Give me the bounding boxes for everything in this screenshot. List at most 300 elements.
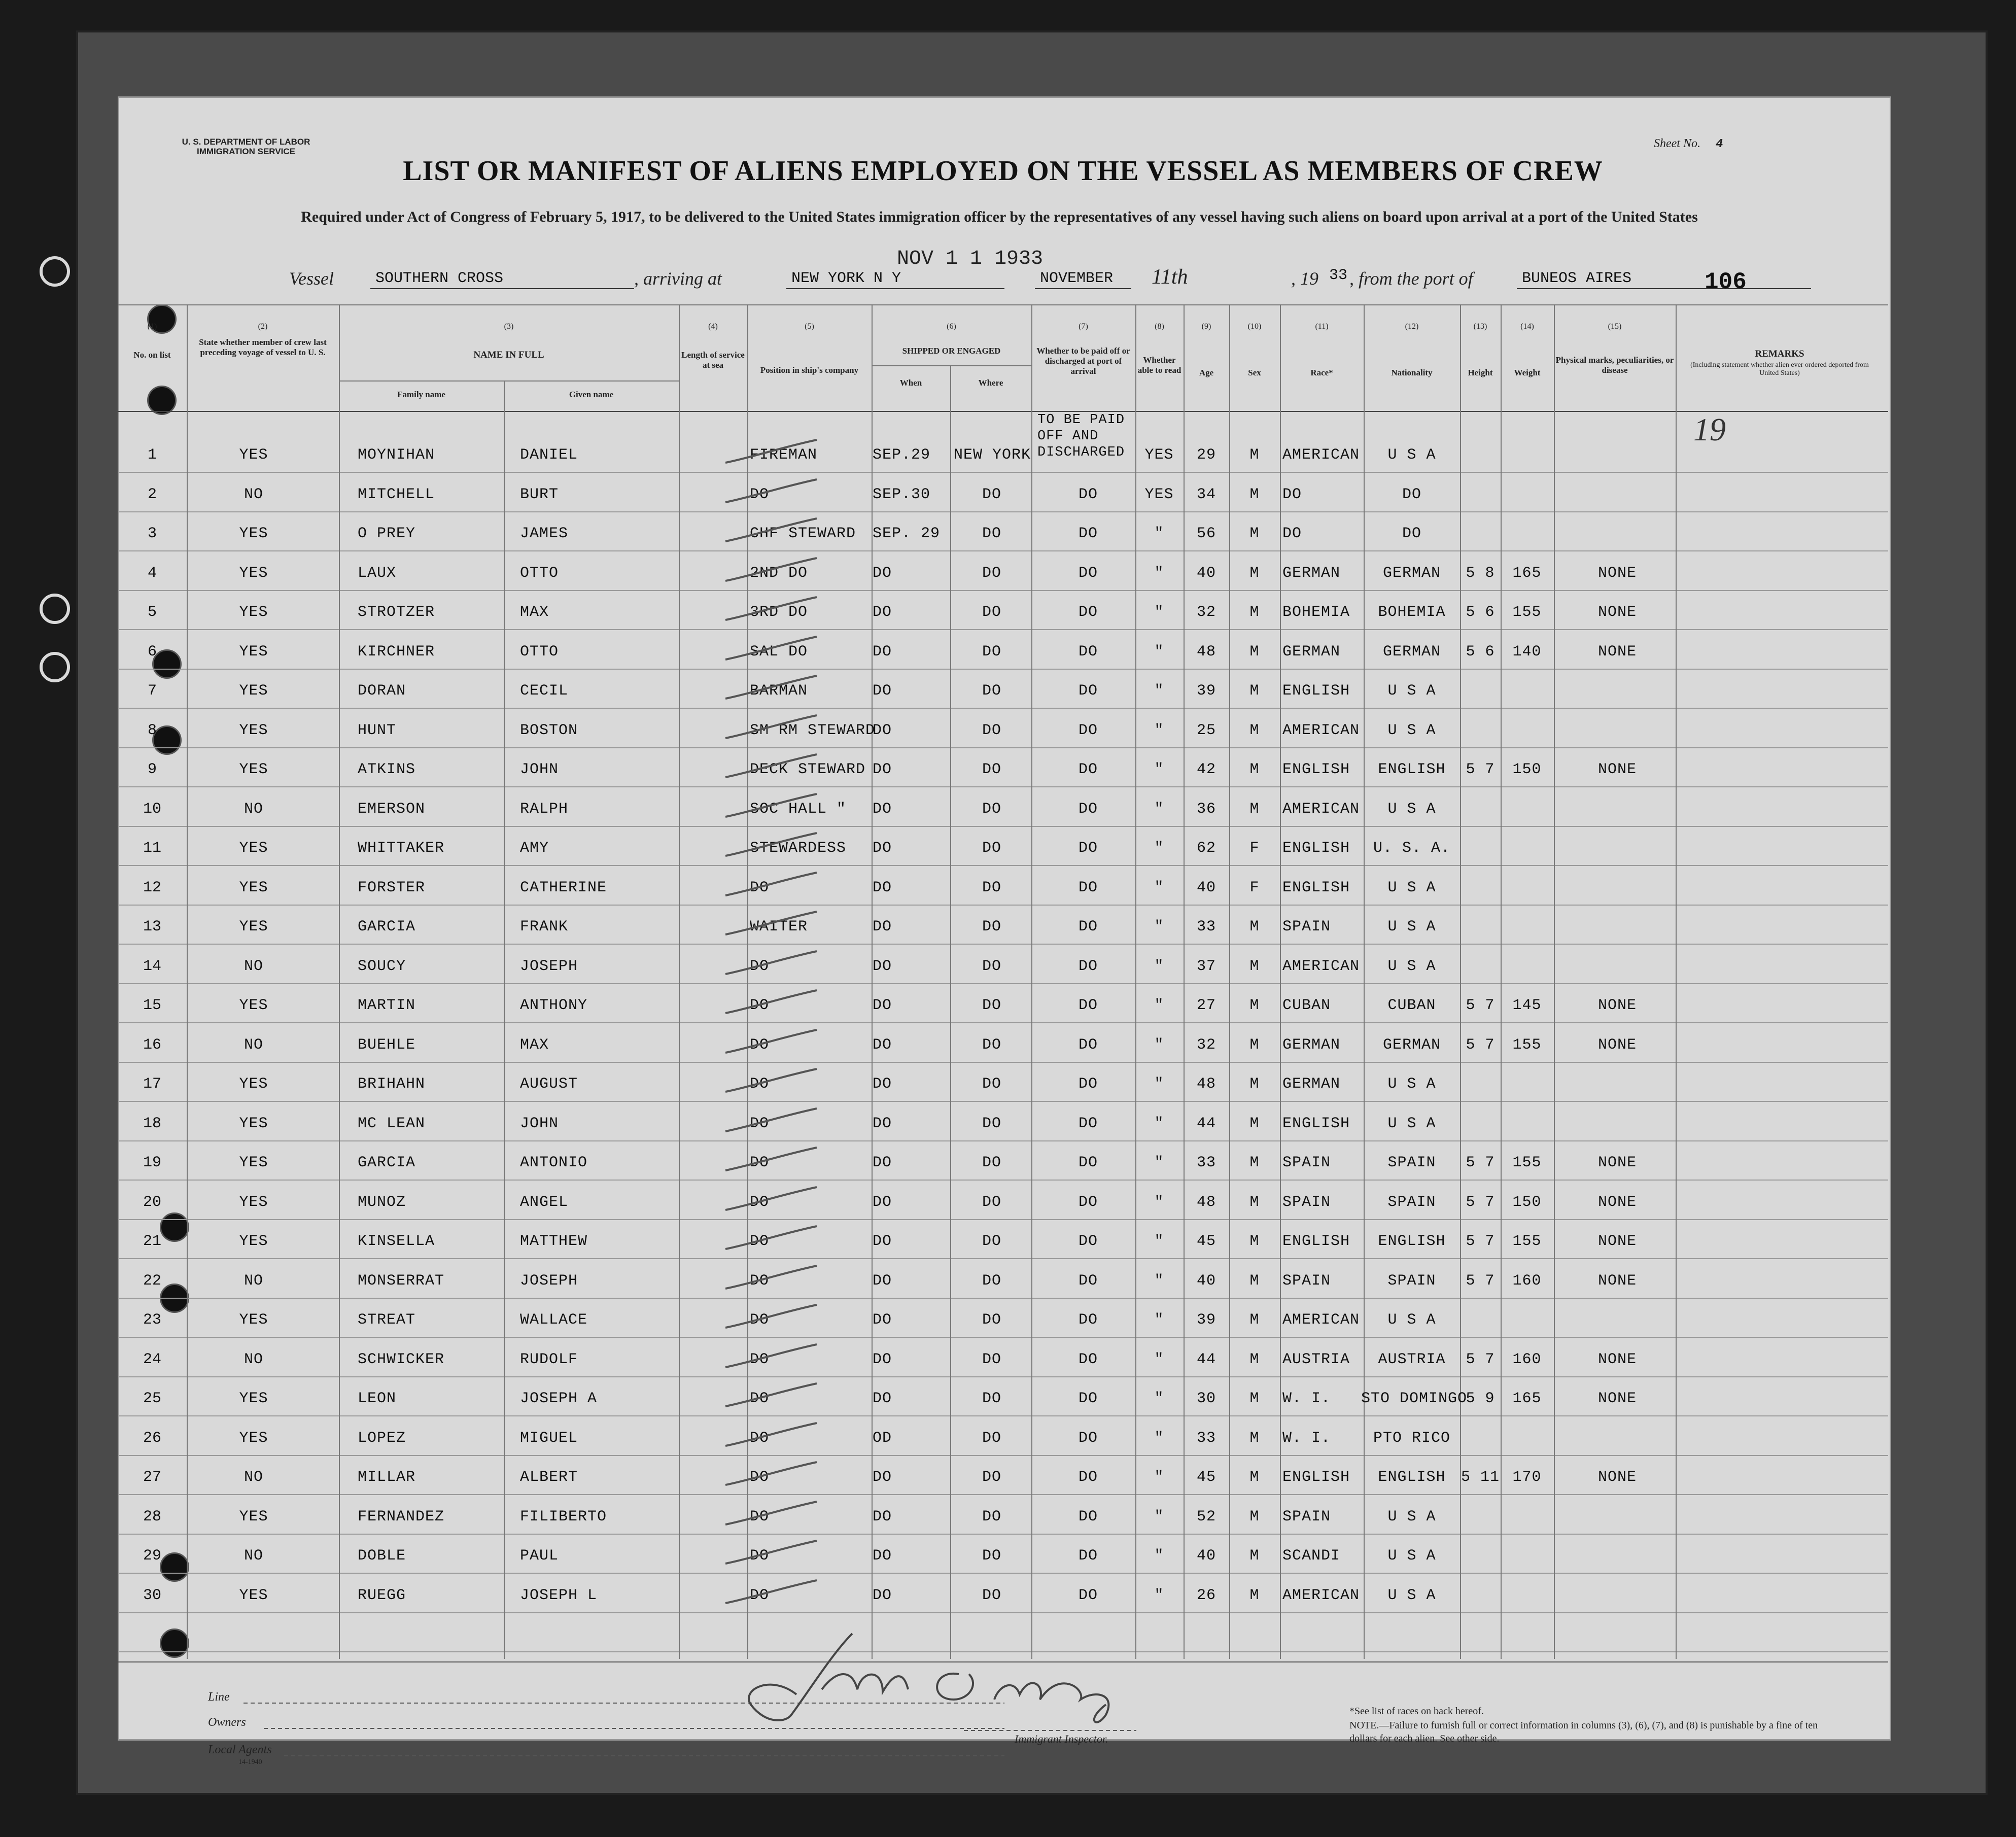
paid-off-cell: DO [1078, 958, 1098, 975]
paid-off-cell: DO [1078, 1311, 1098, 1329]
age-cell: 48 [1196, 1194, 1216, 1211]
header-bottom-rule [118, 411, 1888, 412]
age-cell: 48 [1196, 643, 1216, 661]
col-divider [1501, 304, 1502, 1659]
row-rule [118, 590, 1888, 591]
prev-voyage-cell: YES [239, 604, 268, 621]
able-to-read-cell: " [1154, 525, 1164, 542]
age-cell: 44 [1196, 1115, 1216, 1132]
nationality-cell: GERMAN [1382, 643, 1441, 661]
weight-cell: 165 [1512, 1390, 1542, 1407]
row-number-cell: 11 [143, 840, 161, 857]
able-to-read-cell: " [1154, 682, 1164, 700]
page-title: LIST OR MANIFEST OF ALIENS EMPLOYED ON THE VESSEL AS MEMBERS OF CREW [403, 155, 1603, 187]
family-name-cell: GARCIA [358, 918, 416, 935]
position-cell: DO [750, 1351, 770, 1368]
row-rule [118, 1337, 1888, 1338]
race-cell: SCANDI [1282, 1547, 1341, 1565]
able-to-read-cell: " [1154, 1547, 1164, 1565]
position-cell: DO [750, 997, 770, 1014]
physical-marks-cell: NONE [1598, 761, 1637, 778]
pencil-check-mark [720, 988, 822, 1018]
shipped-where-cell: DO [982, 1351, 1001, 1368]
prev-voyage-cell: YES [239, 525, 268, 542]
pencil-check-mark [720, 1224, 822, 1254]
prev-voyage-cell: YES [239, 997, 268, 1014]
nationality-cell: STO DOMINGO [1361, 1390, 1468, 1407]
shipped-when-cell: DO [873, 604, 892, 621]
prev-voyage-cell: NO [244, 1272, 263, 1290]
given-name-cell: JOSEPH L [520, 1587, 598, 1604]
form-subtitle: Required under Act of Congress of February 5, 1917, to be delivered to the United States immigration officer by the representatives of any vessel having such aliens on board upon arrival at a port of the United States [301, 209, 1698, 225]
form-number: 14-1940 [238, 1758, 262, 1766]
age-cell: 40 [1196, 565, 1216, 582]
punch-hole [160, 1628, 189, 1658]
able-to-read-cell: " [1154, 722, 1164, 739]
pencil-check-mark [720, 1106, 822, 1136]
shipped-where-cell: DO [982, 1547, 1001, 1565]
age-cell: 32 [1196, 604, 1216, 621]
vessel-name: SOUTHERN CROSS [375, 270, 504, 287]
row-number-cell: 7 [147, 682, 157, 700]
height-cell: 5 7 [1466, 761, 1495, 778]
able-to-read-cell: " [1154, 840, 1164, 857]
position-cell: DO [750, 486, 770, 503]
row-rule [118, 1062, 1888, 1063]
physical-marks-cell: NONE [1598, 1233, 1637, 1250]
family-name-cell: LOPEZ [358, 1430, 406, 1447]
shipped-when-cell: OD [873, 1430, 892, 1447]
row-rule [118, 865, 1888, 866]
race-cell: SPAIN [1282, 1154, 1331, 1171]
from-label: , from the port of [1349, 268, 1473, 289]
prev-voyage-cell: NO [244, 486, 263, 503]
weight-cell: 160 [1512, 1351, 1542, 1368]
column-number: (13) [1473, 322, 1487, 331]
owners-label: Owners [208, 1716, 246, 1729]
column-number: (9) [1201, 322, 1211, 331]
col-divider [1364, 304, 1365, 1659]
given-name-cell: CATHERINE [520, 879, 607, 896]
able-to-read-cell: " [1154, 1587, 1164, 1604]
family-name-cell: SCHWICKER [358, 1351, 445, 1368]
position-cell: 2ND DO [750, 565, 808, 582]
age-cell: 52 [1196, 1508, 1216, 1526]
family-name-cell: STREAT [358, 1311, 416, 1329]
underline [1517, 288, 1811, 289]
able-to-read-cell: YES [1144, 446, 1174, 464]
col-divider [1554, 304, 1555, 1659]
pencil-check-mark [720, 1145, 822, 1175]
given-name-cell: RALPH [520, 801, 569, 818]
able-to-read-cell: " [1154, 918, 1164, 935]
sex-cell: M [1249, 1469, 1260, 1486]
row-rule [118, 1376, 1888, 1377]
given-name-cell: BURT [520, 486, 559, 503]
row-number-cell: 30 [143, 1587, 161, 1604]
race-cell: GERMAN [1282, 1036, 1341, 1054]
row-number-cell: 25 [143, 1390, 161, 1407]
pencil-check-mark [720, 870, 822, 900]
physical-marks-cell: NONE [1598, 604, 1637, 621]
pencil-check-mark [720, 556, 822, 586]
col-divider [872, 304, 873, 1659]
row-number-cell: 16 [143, 1036, 161, 1054]
physical-marks-cell: NONE [1598, 1390, 1637, 1407]
pencil-check-mark [720, 1538, 822, 1569]
prev-voyage-cell: NO [244, 1469, 263, 1486]
sex-cell: M [1249, 1547, 1260, 1565]
position-cell: STEWARDESS [750, 840, 847, 857]
family-name-cell: MARTIN [358, 997, 416, 1014]
inspector-label: Immigrant Inspector. [1015, 1732, 1108, 1745]
shipped-where-cell: DO [982, 565, 1001, 582]
row-rule [118, 1219, 1888, 1220]
able-to-read-cell: " [1154, 879, 1164, 896]
age-cell: 48 [1196, 1076, 1216, 1093]
shipped-when-cell: DO [873, 1390, 892, 1407]
col-header-nationality: Nationality [1391, 368, 1433, 377]
col-divider [1135, 304, 1136, 1659]
pencil-check-mark [720, 1302, 822, 1333]
nationality-cell: U S A [1387, 1115, 1436, 1132]
able-to-read-cell: " [1154, 1430, 1164, 1447]
prev-voyage-cell: YES [239, 1390, 268, 1407]
nationality-cell: BOHEMIA [1378, 604, 1446, 621]
col-header-no: No. on list [133, 350, 171, 360]
shipped-when-cell: DO [873, 840, 892, 857]
sex-cell: M [1249, 997, 1260, 1014]
age-cell: 40 [1196, 1272, 1216, 1290]
given-name-cell: CECIL [520, 682, 569, 700]
nationality-cell: U S A [1387, 918, 1436, 935]
shipped-where-cell: DO [982, 1587, 1001, 1604]
row-rule [118, 1298, 1888, 1299]
pencil-check-mark [720, 949, 822, 979]
race-cell: CUBAN [1282, 997, 1331, 1014]
race-cell: AMERICAN [1282, 1311, 1360, 1329]
given-name-cell: AUGUST [520, 1076, 578, 1093]
nationality-cell: DO [1402, 525, 1421, 542]
given-name-cell: ANGEL [520, 1194, 569, 1211]
position-cell: DO [750, 1587, 770, 1604]
race-cell: AUSTRIA [1282, 1351, 1350, 1368]
row-number-cell: 18 [143, 1115, 161, 1132]
shipped-when-cell: DO [873, 565, 892, 582]
family-name-cell: BRIHAHN [358, 1076, 426, 1093]
pencil-check-mark [720, 1342, 822, 1372]
position-cell: FIREMAN [750, 446, 818, 464]
remarks-pencil-mark: 19 [1693, 411, 1726, 447]
given-name-cell: ANTHONY [520, 997, 588, 1014]
family-name-cell: EMERSON [358, 801, 426, 818]
prev-voyage-cell: NO [244, 801, 263, 818]
prev-voyage-cell: YES [239, 1508, 268, 1526]
given-name-cell: RUDOLF [520, 1351, 578, 1368]
shipped-when-cell: DO [873, 1115, 892, 1132]
age-cell: 30 [1196, 1390, 1216, 1407]
col-divider [504, 380, 505, 1659]
race-cell: AMERICAN [1282, 958, 1360, 975]
position-cell: 3RD DO [750, 604, 808, 621]
col-header-length: Length of service at sea [681, 350, 745, 370]
sex-cell: M [1249, 1115, 1260, 1132]
nationality-cell: AUSTRIA [1378, 1351, 1446, 1368]
family-name-cell: MITCHELL [358, 486, 435, 503]
position-cell: DO [750, 1547, 770, 1565]
age-cell: 45 [1196, 1469, 1216, 1486]
row-number-cell: 28 [143, 1508, 161, 1526]
weight-cell: 145 [1512, 997, 1542, 1014]
table-top-rule [118, 304, 1888, 305]
row-rule [118, 550, 1888, 551]
row-number-cell: 19 [143, 1154, 161, 1171]
race-cell: ENGLISH [1282, 682, 1350, 700]
binder-ring [40, 652, 70, 682]
nationality-cell: U S A [1387, 801, 1436, 818]
paid-off-cell: DO [1078, 840, 1098, 857]
weight-cell: 155 [1512, 1154, 1542, 1171]
weight-cell: 165 [1512, 565, 1542, 582]
pencil-check-mark [720, 830, 822, 861]
able-to-read-cell: " [1154, 1154, 1164, 1171]
family-name-cell: MUNOZ [358, 1194, 406, 1211]
year-prefix: , 19 [1291, 268, 1318, 289]
age-cell: 29 [1196, 446, 1216, 464]
family-name-cell: O PREY [358, 525, 416, 542]
column-number: (11) [1315, 322, 1329, 331]
position-cell: DO [750, 1115, 770, 1132]
row-number-cell: 2 [147, 486, 157, 503]
col-header-height: Height [1468, 368, 1493, 377]
pencil-check-mark [720, 1499, 822, 1530]
age-cell: 25 [1196, 722, 1216, 739]
pencil-check-mark [720, 1578, 822, 1608]
race-cell: SPAIN [1282, 1272, 1331, 1290]
paid-off-cell: DO [1078, 1154, 1098, 1171]
paid-off-cell: DO [1078, 1076, 1098, 1093]
age-cell: 39 [1196, 682, 1216, 700]
paid-off-cell: DO [1078, 604, 1098, 621]
prev-voyage-cell: YES [239, 682, 268, 700]
row-number-cell: 27 [143, 1469, 161, 1486]
weight-cell: 155 [1512, 604, 1542, 621]
race-cell: GERMAN [1282, 565, 1341, 582]
row-rule [118, 1415, 1888, 1416]
col-header-remarks-note: (Including statement whether alien ever ordered deported from United States) [1690, 361, 1869, 377]
sex-cell: M [1249, 722, 1260, 739]
column-number: (6) [947, 322, 956, 331]
col-divider [1460, 304, 1461, 1659]
nationality-cell: U S A [1387, 1311, 1436, 1329]
weight-cell: 140 [1512, 643, 1542, 661]
prev-voyage-cell: YES [239, 1587, 268, 1604]
age-cell: 40 [1196, 879, 1216, 896]
inspector-signature [731, 1613, 1187, 1730]
position-cell: CHF STEWARD [750, 525, 856, 542]
nationality-cell: GERMAN [1382, 565, 1441, 582]
family-name-cell: LAUX [358, 565, 397, 582]
row-number-cell: 14 [143, 958, 161, 975]
family-name-cell: RUEGG [358, 1587, 406, 1604]
sex-cell: M [1249, 565, 1260, 582]
position-cell: WAITER [750, 918, 808, 935]
column-number: (2) [258, 322, 268, 331]
col-header-position: Position in ship's company [760, 365, 859, 375]
given-name-cell: JOSEPH A [520, 1390, 598, 1407]
age-cell: 39 [1196, 1311, 1216, 1329]
pencil-check-mark [720, 713, 822, 743]
given-name-cell: JOSEPH [520, 958, 578, 975]
position-cell: SOC HALL " [750, 801, 847, 818]
family-name-cell: STROTZER [358, 604, 435, 621]
paid-off-cell: DO [1078, 1547, 1098, 1565]
paid-off-cell: DO [1078, 1036, 1098, 1054]
nationality-cell: SPAIN [1387, 1272, 1436, 1290]
paid-off-cell: DO [1078, 722, 1098, 739]
column-number: (3) [504, 322, 514, 331]
able-to-read-cell: " [1154, 1508, 1164, 1526]
row-rule [118, 511, 1888, 512]
sex-cell: F [1249, 879, 1260, 896]
column-number: (12) [1405, 322, 1419, 331]
page-count: 106 [1705, 269, 1747, 295]
paid-off-cell: DO [1078, 761, 1098, 778]
weight-cell: 155 [1512, 1233, 1542, 1250]
able-to-read-cell: " [1154, 604, 1164, 621]
footnote-races: *See list of races on back hereof. [1349, 1706, 1484, 1717]
physical-marks-cell: NONE [1598, 997, 1637, 1014]
shipped-where-cell: DO [982, 1115, 1001, 1132]
given-name-cell: FILIBERTO [520, 1508, 607, 1526]
sex-cell: M [1249, 525, 1260, 542]
row-number-cell: 20 [143, 1194, 161, 1211]
row-number-cell: 3 [147, 525, 157, 542]
race-cell: SPAIN [1282, 918, 1331, 935]
pencil-check-mark [720, 1027, 822, 1058]
race-cell: W. I. [1282, 1430, 1331, 1447]
physical-marks-cell: NONE [1598, 1272, 1637, 1290]
weight-cell: 160 [1512, 1272, 1542, 1290]
column-number: (10) [1247, 322, 1262, 331]
position-cell: DO [750, 1311, 770, 1329]
height-cell: 5 8 [1466, 565, 1495, 582]
sex-cell: M [1249, 1154, 1260, 1171]
col-divider [1184, 304, 1185, 1659]
shipped-when-cell: DO [873, 761, 892, 778]
able-to-read-cell: YES [1144, 486, 1174, 503]
able-to-read-cell: " [1154, 801, 1164, 818]
race-cell: BOHEMIA [1282, 604, 1350, 621]
shipped-where-cell: DO [982, 722, 1001, 739]
able-to-read-cell: " [1154, 643, 1164, 661]
underline [786, 288, 1004, 289]
shipped-when-cell: DO [873, 1076, 892, 1093]
shipped-when-cell: DO [873, 997, 892, 1014]
row-rule [118, 472, 1888, 473]
nationality-cell: SPAIN [1387, 1194, 1436, 1211]
row-rule [118, 1140, 1888, 1141]
paid-off-cell: DO [1078, 918, 1098, 935]
col-header-age: Age [1199, 368, 1214, 377]
physical-marks-cell: NONE [1598, 1194, 1637, 1211]
col-header-sex: Sex [1248, 368, 1261, 377]
row-number-cell: 5 [147, 604, 157, 621]
paid-off-cell: DO [1078, 1233, 1098, 1250]
row-number-cell: 12 [143, 879, 161, 896]
sex-cell: M [1249, 1390, 1260, 1407]
row-rule [118, 669, 1888, 670]
physical-marks-cell: NONE [1598, 1154, 1637, 1171]
col-header-paid: Whether to be paid off or discharged at port of arrival [1036, 346, 1130, 376]
sex-cell: M [1249, 486, 1260, 503]
nationality-cell: U S A [1387, 446, 1436, 464]
paid-off-cell: DO [1078, 682, 1098, 700]
age-cell: 26 [1196, 1587, 1216, 1604]
given-name-cell: MAX [520, 1036, 549, 1054]
col-header-where: Where [978, 378, 1003, 388]
col-divider [1229, 304, 1230, 1659]
shipped-where-cell: DO [982, 1272, 1001, 1290]
shipped-when-cell: DO [873, 918, 892, 935]
paid-off-cell: DO [1078, 1587, 1098, 1604]
pencil-check-mark [720, 1420, 822, 1451]
sex-cell: M [1249, 958, 1260, 975]
shipped-where-cell: DO [982, 604, 1001, 621]
prev-voyage-cell: YES [239, 1154, 268, 1171]
nationality-cell: PTO RICO [1373, 1430, 1451, 1447]
position-cell: DO [750, 1390, 770, 1407]
able-to-read-cell: " [1154, 1036, 1164, 1054]
nationality-cell: ENGLISH [1378, 1469, 1446, 1486]
able-to-read-cell: " [1154, 565, 1164, 582]
prev-voyage-cell: YES [239, 1076, 268, 1093]
sex-cell: M [1249, 761, 1260, 778]
col-header-read: Whether able to read [1137, 355, 1181, 375]
binder-ring [40, 594, 70, 624]
row-number-cell: 6 [147, 643, 157, 661]
nationality-cell: U S A [1387, 1076, 1436, 1093]
height-cell: 5 7 [1466, 1036, 1495, 1054]
physical-marks-cell: NONE [1598, 1036, 1637, 1054]
column-number: (1) [147, 322, 157, 331]
shipped-where-cell: DO [982, 958, 1001, 975]
row-rule [118, 1180, 1888, 1181]
position-cell: DECK STEWARD [750, 761, 866, 778]
height-cell: 5 7 [1466, 1154, 1495, 1171]
row-number-cell: 24 [143, 1351, 161, 1368]
shipped-where-cell: DO [982, 1154, 1001, 1171]
given-name-cell: MIGUEL [520, 1430, 578, 1447]
given-name-cell: JAMES [520, 525, 569, 542]
row-rule [118, 905, 1888, 906]
underline [370, 288, 634, 289]
date-stamp: NOV 1 1 1933 [897, 248, 1044, 270]
vessel-label: Vessel [289, 268, 334, 289]
pencil-check-mark [720, 437, 822, 468]
row-number-cell: 15 [143, 997, 161, 1014]
agents-field [284, 1755, 1004, 1756]
shipped-where-cell: DO [982, 486, 1001, 503]
prev-voyage-cell: YES [239, 840, 268, 857]
shipped-where-cell: DO [982, 682, 1001, 700]
shipped-where-cell: DO [982, 997, 1001, 1014]
position-cell: DO [750, 1508, 770, 1526]
family-name-cell: MONSERRAT [358, 1272, 445, 1290]
given-name-cell: JOSEPH [520, 1272, 578, 1290]
given-name-cell: ANTONIO [520, 1154, 588, 1171]
race-cell: GERMAN [1282, 643, 1341, 661]
